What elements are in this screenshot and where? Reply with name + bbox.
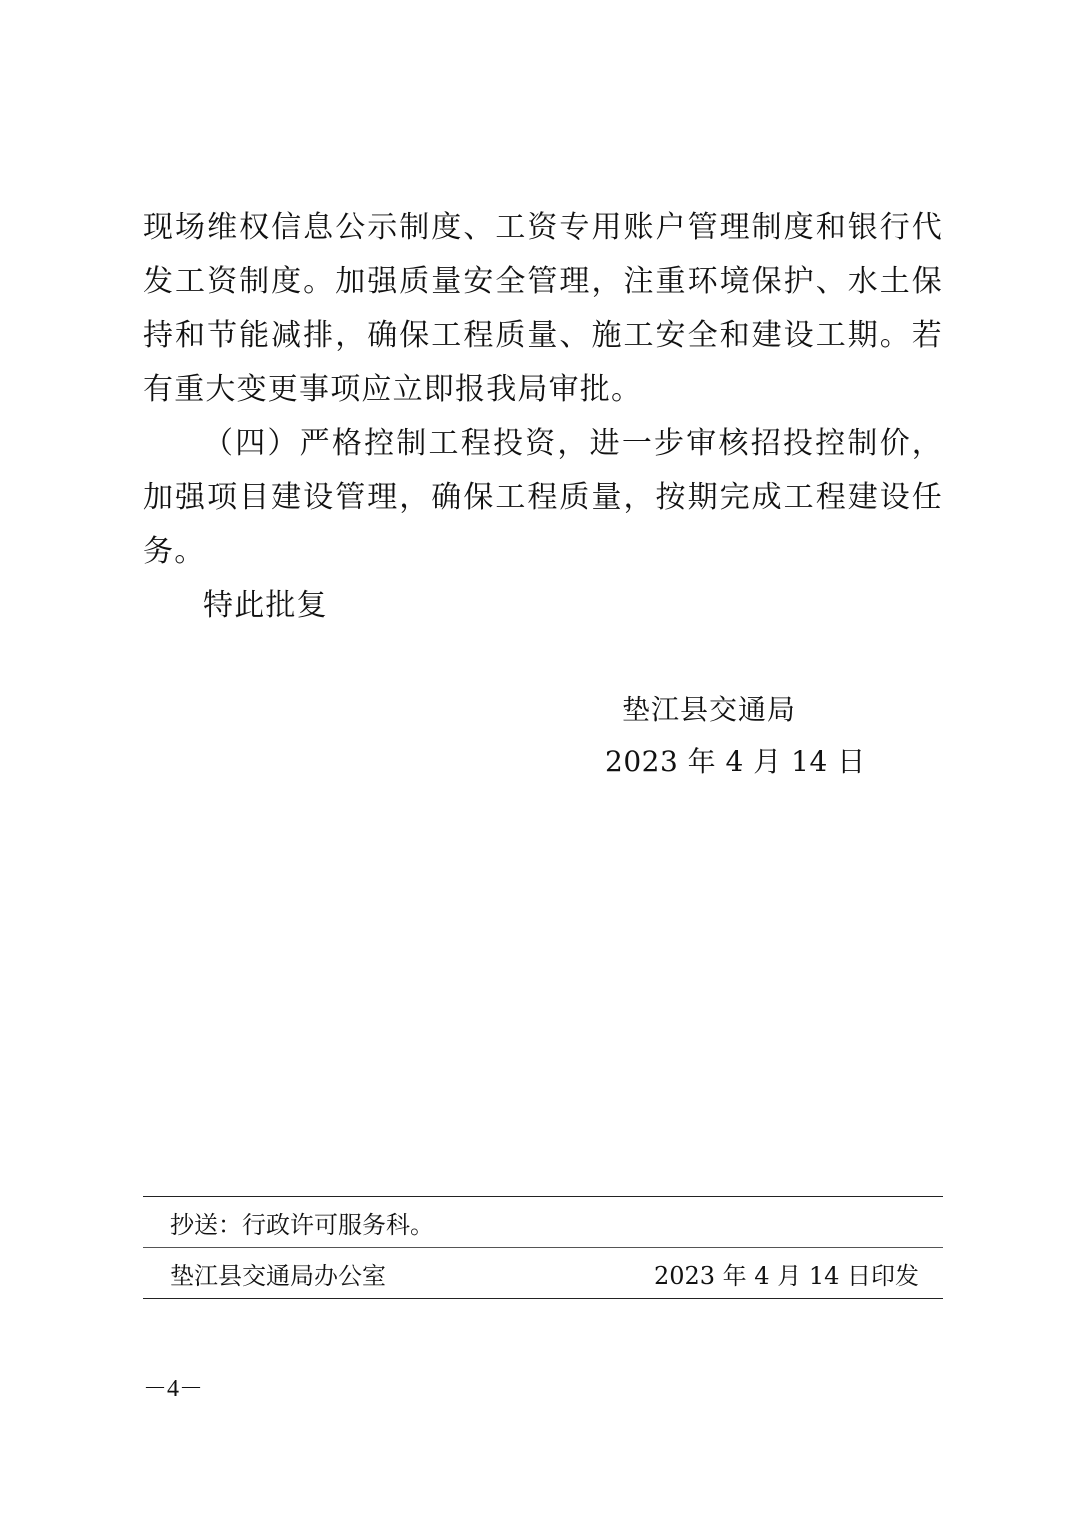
signature-organization: 垫江县交通局 [622, 693, 797, 726]
footer-bottom-rule [143, 1298, 943, 1299]
cc-line [143, 1197, 943, 1247]
document-body [143, 201, 943, 633]
paragraph-four: （四）严格控制工程投资，进一步审核招投控制价，加强项目建设管理，确保工程质量，按期完成工程建设任务。 [143, 426, 943, 569]
issue-date: 2023 年 4 月 14 日印发 [653, 1261, 919, 1290]
paragraph-continued: 现场维权信息公示制度、工资专用账户管理制度和银行代发工资制度。加强质量安全管理，注重环境保护、水土保持和节能减排，确保工程质量、施工安全和建设工期。若有重大变更事项应立即报我局审批。 [143, 210, 943, 407]
page-number: －4－ [143, 1376, 203, 1402]
issuer-name: 垫江县交通局办公室 [170, 1261, 386, 1290]
signature-date: 2023 年 4 月 14 日 [605, 745, 866, 778]
cc-text: 抄送：行政许可服务科。 [170, 1210, 434, 1239]
signature-block [605, 684, 866, 788]
document-footer [143, 1196, 943, 1299]
issue-line [143, 1248, 943, 1298]
closing-phrase: 特此批复 [203, 588, 328, 623]
